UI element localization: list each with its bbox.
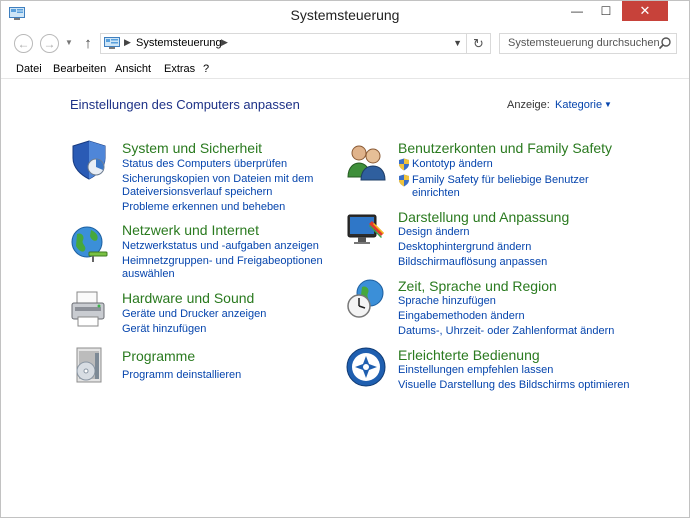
category-title-users[interactable]: Benutzerkonten und Family Safety [398, 140, 613, 156]
breadcrumb-separator-icon[interactable]: ▶ [221, 37, 228, 47]
link-uninstall-program[interactable]: Programm deinstallieren [122, 369, 242, 381]
address-history-dropdown-icon[interactable]: ▼ [453, 38, 462, 48]
maximize-button[interactable]: ☐ [600, 4, 612, 18]
menu-bearbeiten[interactable]: Bearbeiten [53, 63, 107, 75]
category-title-access[interactable]: Erleichterte Bedienung [398, 347, 540, 363]
link-change-input-methods[interactable]: Eingabemethoden ändern [398, 310, 525, 322]
link-optimize-display[interactable]: Visuelle Darstellung des Bildschirms optimieren [398, 379, 630, 391]
shield-icon[interactable] [69, 140, 109, 180]
search-icon[interactable] [658, 36, 672, 50]
uac-shield-icon [398, 158, 410, 171]
ease-of-access-icon[interactable] [346, 347, 386, 387]
category-title-hardware[interactable]: Hardware und Sound [122, 290, 255, 306]
link-computer-status[interactable]: Status des Computers überprüfen [122, 158, 288, 170]
link-family-safety-cont[interactable]: einrichten [412, 187, 460, 199]
view-label: Anzeige: [507, 99, 550, 111]
printer-icon[interactable] [69, 289, 109, 329]
link-family-safety[interactable]: Family Safety für beliebige Benutzer [412, 174, 589, 186]
arrow-left-icon: ← [17, 36, 30, 51]
category-title-clock[interactable]: Zeit, Sprache und Region [398, 278, 557, 294]
link-network-status[interactable]: Netzwerkstatus und -aufgaben anzeigen [122, 240, 319, 252]
link-change-formats[interactable]: Datums-, Uhrzeit- oder Zahlenformat ändern [398, 325, 615, 337]
link-add-language[interactable]: Sprache hinzufügen [398, 295, 496, 307]
menu-datei[interactable]: Datei [16, 63, 42, 75]
caret-down-icon[interactable]: ▼ [604, 100, 612, 109]
address-bar[interactable] [100, 33, 467, 54]
refresh-icon: ↻ [473, 35, 484, 51]
back-button[interactable] [14, 34, 33, 53]
search-input[interactable] [499, 33, 677, 54]
up-button[interactable] [81, 35, 95, 52]
menu-extras[interactable]: Extras [164, 63, 196, 75]
link-add-device[interactable]: Gerät hinzufügen [122, 323, 207, 335]
title-bar [1, 1, 689, 29]
programs-icon[interactable] [69, 345, 109, 385]
chevron-down-icon: ▼ [65, 38, 73, 47]
link-homegroup-options-cont[interactable]: auswählen [122, 268, 175, 280]
arrow-up-icon: ↑ [84, 35, 92, 52]
link-devices-printers[interactable]: Geräte und Drucker anzeigen [122, 308, 267, 320]
refresh-button[interactable] [467, 33, 491, 54]
link-screen-resolution[interactable]: Bildschirmauflösung anpassen [398, 256, 548, 268]
menu-help[interactable]: ? [203, 63, 210, 75]
menu-bar [1, 59, 689, 79]
category-title-programs[interactable]: Programme [122, 348, 196, 364]
link-change-account-type[interactable]: Kontotyp ändern [412, 158, 493, 170]
users-icon[interactable] [346, 141, 386, 181]
menu-ansicht[interactable]: Ansicht [115, 63, 152, 75]
forward-button[interactable] [40, 34, 59, 53]
clock-globe-icon[interactable] [346, 279, 386, 319]
navigation-bar [1, 31, 689, 57]
link-change-background[interactable]: Desktophintergrund ändern [398, 241, 532, 253]
link-recommend-settings[interactable]: Einstellungen empfehlen lassen [398, 364, 554, 376]
breadcrumb-separator-icon[interactable]: ▶ [124, 37, 131, 47]
breadcrumb-systemsteuerung[interactable]: Systemsteuerung [136, 37, 222, 49]
close-button[interactable]: ✕ [622, 1, 668, 21]
view-mode-dropdown[interactable]: Kategorie [555, 99, 603, 111]
page-title: Einstellungen des Computers anpassen [70, 97, 300, 112]
link-backup-files-cont[interactable]: Dateiversionsverlauf speichern [122, 186, 273, 198]
minimize-button[interactable]: — [571, 4, 583, 18]
category-title-appearance[interactable]: Darstellung und Anpassung [398, 209, 570, 225]
link-backup-files[interactable]: Sicherungskopien von Dateien mit dem [122, 173, 314, 185]
uac-shield-icon [398, 174, 410, 187]
link-change-theme[interactable]: Design ändern [398, 226, 470, 238]
link-troubleshoot[interactable]: Probleme erkennen und beheben [122, 201, 286, 213]
recent-locations-dropdown[interactable] [65, 38, 73, 47]
link-homegroup-options[interactable]: Heimnetzgruppen- und Freigabeoptionen [122, 255, 323, 267]
window-title: Systemsteuerung [290, 7, 400, 23]
arrow-right-icon: → [43, 36, 56, 51]
monitor-paint-icon[interactable] [346, 211, 386, 251]
globe-network-icon[interactable] [69, 224, 109, 264]
search-placeholder: Systemsteuerung durchsuchen [508, 37, 660, 49]
category-title-network[interactable]: Netzwerk und Internet [122, 222, 259, 238]
control-panel-icon [104, 37, 120, 50]
category-title-system[interactable]: System und Sicherheit [122, 140, 263, 156]
